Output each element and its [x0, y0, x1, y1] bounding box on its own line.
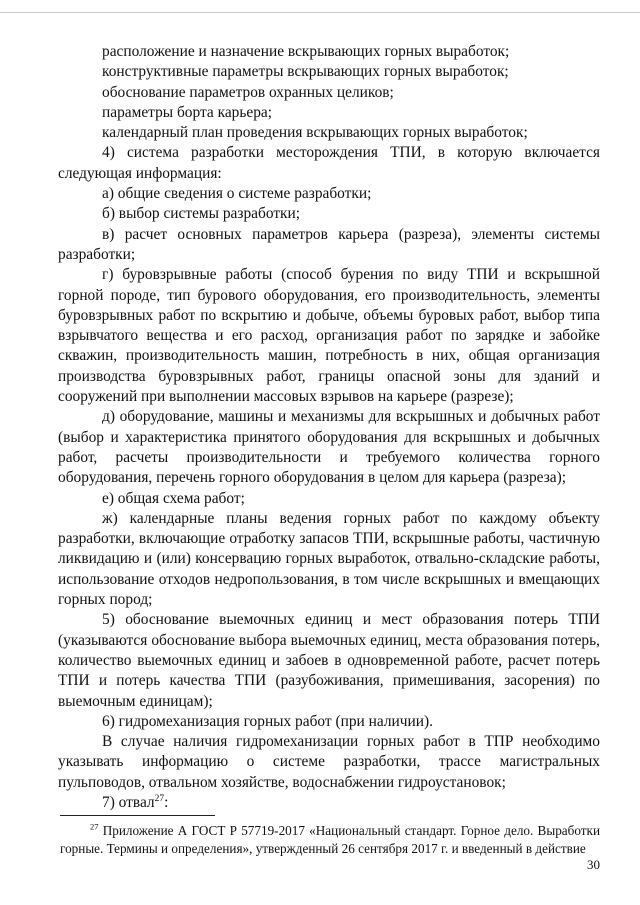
footnote-text: Приложение А ГОСТ Р 57719-2017 «Национальный стандарт. Горное дело. Выработки горные. Термины и определения», утвержденный 26 сентября 2017 г. и введенный в действие: [60, 823, 600, 856]
list-line: календарный план проведения вскрывающих горных выработок;: [102, 124, 528, 142]
paragraph-general-scheme: е) общая схема работ;: [102, 489, 245, 507]
dump-label: 7) отвал: [102, 793, 155, 811]
paragraph-hydro-info: В случае наличия гидромеханизации горных работ в ТПР необходимо указывать информацию о системе разработки, трассе магистральных пульповодов, отвальном хозяйстве, водоснабжении гидроустановок;: [58, 733, 600, 791]
footnote-reference: 27: [154, 793, 165, 804]
paragraph-mining-units: 5) обоснование выемочных единиц и мест образования потерь ТПИ (указываются обоснование выбора выемочных единиц, места образования потерь, количество выемочных единиц и забоев в одновременной работе, расчет потерь ТПИ и потерь качества ТПИ (разубоживания, примешивания, засорения) по выемочным единицам);: [58, 611, 600, 710]
footnote-divider: [60, 815, 215, 816]
list-line: расположение и назначение вскрывающих горных выработок;: [102, 43, 510, 60]
paragraph-calendar-plans: ж) календарные планы ведения горных работ по каждому объекту разработки, включающие отработку запасов ТПИ, вскрышные работы, частичную ликвидацию и (или) консервацию горных выработок, отвально-складские работы, использование отходов недропользования, в том числе вскрышных и вмещающих горных пород;: [58, 509, 600, 609]
paragraph-dump: [58, 793, 600, 813]
footnote-number: 27: [90, 821, 99, 832]
list-line: обоснование параметров охранных целиков;: [102, 83, 394, 101]
paragraph-development-system: 4) система разработки месторождения ТПИ, в которую включается следующая информация:: [58, 144, 600, 182]
page-number: 30: [587, 857, 600, 872]
paragraph-blasting: г) буровзрывные работы (способ бурения по виду ТПИ и вскрышной горной породе, тип бурового оборудования, его производительность, элементы буровзрывных работ по вскрытию и добыче, объемы буровых работ, выбор типа взрывчатого вещества и его расход, организация работ по зарядке и забойке скважин, производительность машин, потребность в них, общая организация производства буровзрывных работ, границы опасной зоны для зданий и сооружений при выполнении массовых взрывов на карьере (разрезе);: [58, 266, 600, 406]
paragraph-parameters: в) расчет основных параметров карьера (разреза), элементы системы разработки;: [58, 225, 600, 263]
dump-colon: :: [164, 793, 169, 811]
paragraph-general-info: а) общие сведения о системе разработки;: [102, 185, 372, 203]
paragraph-system-choice: б) выбор системы разработки;: [102, 205, 301, 223]
list-line: параметры борта карьера;: [102, 103, 272, 121]
paragraph-hydromechanization: 6) гидромеханизация горных работ (при наличии).: [102, 712, 433, 730]
footnote: [60, 822, 600, 857]
scan-edge-line: [0, 12, 640, 13]
list-line: конструктивные параметры вскрывающих горных выработок;: [102, 63, 509, 81]
paragraph-equipment: д) оборудование, машины и механизмы для вскрышных и добычных работ (выбор и характеристика принятого оборудования для вскрышных и добычных работ, расчеты производительности и требуемого количества горного оборудования, перечень горного оборудования в целом для карьера (разреза);: [58, 408, 600, 487]
document-page: [58, 42, 600, 813]
